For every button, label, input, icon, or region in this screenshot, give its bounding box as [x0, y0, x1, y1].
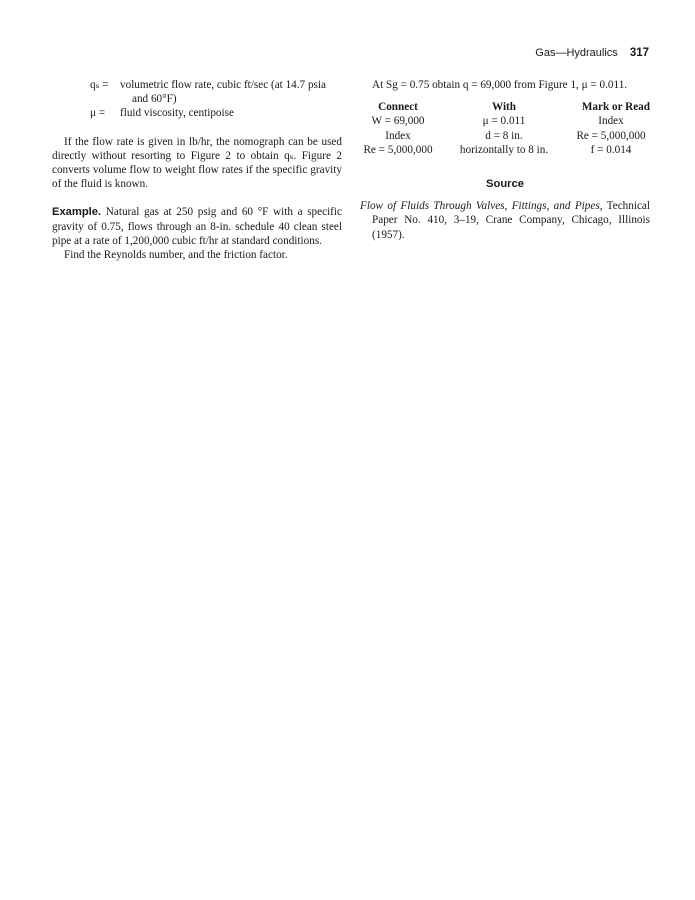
example-paragraph [52, 205, 342, 248]
example-text: Natural gas at 250 psig and 60 °F with a specific gravity of 0.75, flows through an 8-in. schedule 40 clean steel pipe at a rate of 1,200,000 cubic ft/hr at standard conditions. [52, 206, 342, 247]
definition-mu [52, 106, 342, 120]
table-cell: f = 0.014 [590, 143, 632, 156]
table-cell: Index [385, 129, 411, 142]
source-reference [360, 199, 650, 242]
table-cell: d = 8 in. [485, 129, 523, 142]
example-question: Find the Reynolds number, and the friction factor. [64, 249, 288, 262]
source-heading: Source [486, 178, 524, 191]
definition-continuation: and 60°F) [132, 93, 177, 106]
table-cell: horizontally to 8 in. [459, 143, 549, 156]
table-row [360, 114, 650, 128]
reference-title: Flow of Fluids Through Valves, Fittings, and Pipes, [360, 200, 603, 213]
body-paragraph: If the flow rate is given in lb/hr, the nomograph can be used directly without resorting to Figure 2 to obtain qₛ. Figure 2 converts volume flow to weight flow rates if the specific gravity of the fluid is known. [52, 135, 342, 191]
left-column [52, 78, 342, 262]
definition-text: volumetric flow rate, cubic ft/sec (at 14.7 psia [120, 79, 326, 91]
nomograph-steps-table [360, 100, 650, 157]
table-header-row [360, 100, 650, 114]
table-cell: Re = 5,000,000 [363, 143, 433, 156]
column-header-connect: Connect [378, 101, 418, 114]
solution-intro: At Sg = 0.75 obtain q = 69,000 from Figure 1, μ = 0.011. [372, 79, 628, 91]
example-label: Example. [52, 206, 102, 219]
table-cell: W = 69,000 [371, 115, 425, 128]
reference-details: Technical Paper No. 410, 3–19, Crane Company, Chicago, Illinois (1957). [372, 200, 650, 241]
definition-symbol: μ = [90, 107, 106, 120]
page-number: 317 [629, 47, 649, 59]
table-cell: Index [598, 115, 624, 128]
section-title: Gas—Hydraulics [535, 47, 618, 59]
column-header-with: With [491, 101, 517, 114]
definition-text: fluid viscosity, centipoise [120, 107, 234, 120]
table-row [360, 143, 650, 157]
running-header [535, 47, 649, 59]
column-header-mark-or-read: Mark or Read [581, 101, 650, 114]
table-cell: μ = 0.011 [482, 115, 526, 128]
definition-symbol: qₛ = [90, 79, 109, 91]
right-column [360, 78, 650, 242]
definition-qs [52, 78, 342, 106]
table-row [360, 129, 650, 143]
table-cell: Re = 5,000,000 [576, 129, 646, 142]
